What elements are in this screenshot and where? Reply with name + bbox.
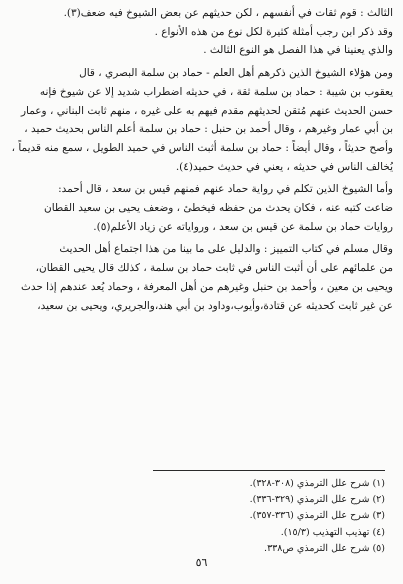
footnote: (١) شرح علل الترمذي (٣٠٨-٣٢٨). [249,478,385,489]
text-line: بن أبي عمار وغيرهم ، وقال أحمد بن حنبل : حماد بن سلمة أعلم الناس بحديث حميد ، [24,123,393,136]
paragraph [10,64,393,176]
text-line: ومن هؤلاء الشيوخ الذين ذكرهم أهل العلم - حماد بن سلمة البصري ، قال [79,67,393,80]
page-number: ٥٦ [195,556,208,569]
text-line: ضاعت كتبه عنه ، فكان يحدث من حفظه فيخطئ ، وضعف يحيى بن سعيد القطان [44,202,393,215]
paragraph [10,240,393,315]
footnotes [105,476,385,557]
text-line: يُخالف الناس في حديثه ، يعني في حديث حميد(٤). [175,160,393,173]
paragraph [10,180,393,236]
footnote: (٤) تهذيب التهذيب (١٥/٣). [280,526,385,538]
footnote-separator [153,470,385,471]
text-line: وأما الشيوخ الذين تكلم في رواية حماد عنهم فمنهم قيس بن سعد ، قال أحمد: [58,183,393,196]
paragraph [10,4,393,60]
footnote: (٥) شرح علل الترمذي ص٣٣٨. [264,542,385,554]
footnote: (٢) شرح علل الترمذي (٣٢٩-٣٣٦). [249,494,385,506]
text-line: وأصح حديثاً ، وقال أيضاً : حماد بن سلمة أثبت الناس في حميد الطويل ، سمع منه قديماً ، [11,141,393,154]
text-line: من علمائهم على أن أثبت الناس في ثابت حماد بن سلمة ، كذلك قال يحيى القطان، [35,262,393,275]
text-line: روايات حماد بن سلمة عن قيس بن سعد ، ورواياته عن زياد الأعلم(٥). [93,220,393,233]
main-text [10,4,393,315]
text-line: والذي يعنينا في هذا الفصل هو النوع الثالث . [203,44,393,57]
text-line: وقال مسلم في كتاب التمييز : والدليل على ما بينا من هذا اجتماع أهل الحديث [59,243,393,256]
text-line: حسن الحديث عنهم مُتقن لحديثهم مقدم فيهم به على غيره ، منهم ثابت البناني ، وعمار [20,104,393,117]
text-line: ويحيى بن معين ، وأحمد بن حنبل وغيرهم من أهل المعرفة ، وحماد يُعد عندهم إذا حدث [20,280,393,293]
text-line: الثالث : قوم ثقات في أنفسهم ، لكن حديثهم عن بعض الشيوخ فيه ضعف(٣). [63,7,393,19]
text-line: عن غير ثابت كحديثه عن قتادة،وأيوب،وداود بن أبي هند،والجريري، ويحيى بن سعيد، [37,299,393,312]
footnote: (٣) شرح علل الترمذي (٣٣٦-٣٥٧). [249,510,385,522]
text-line: يعقوب بن شيبة : حماد بن سلمة ثقة ، في حديثه اضطراب شديد إلا عن شيوخ فإنه [39,85,393,98]
text-line: وقد ذكر ابن رجب أمثلة كثيرة لكل نوع من هذه الأنواع . [154,25,393,38]
